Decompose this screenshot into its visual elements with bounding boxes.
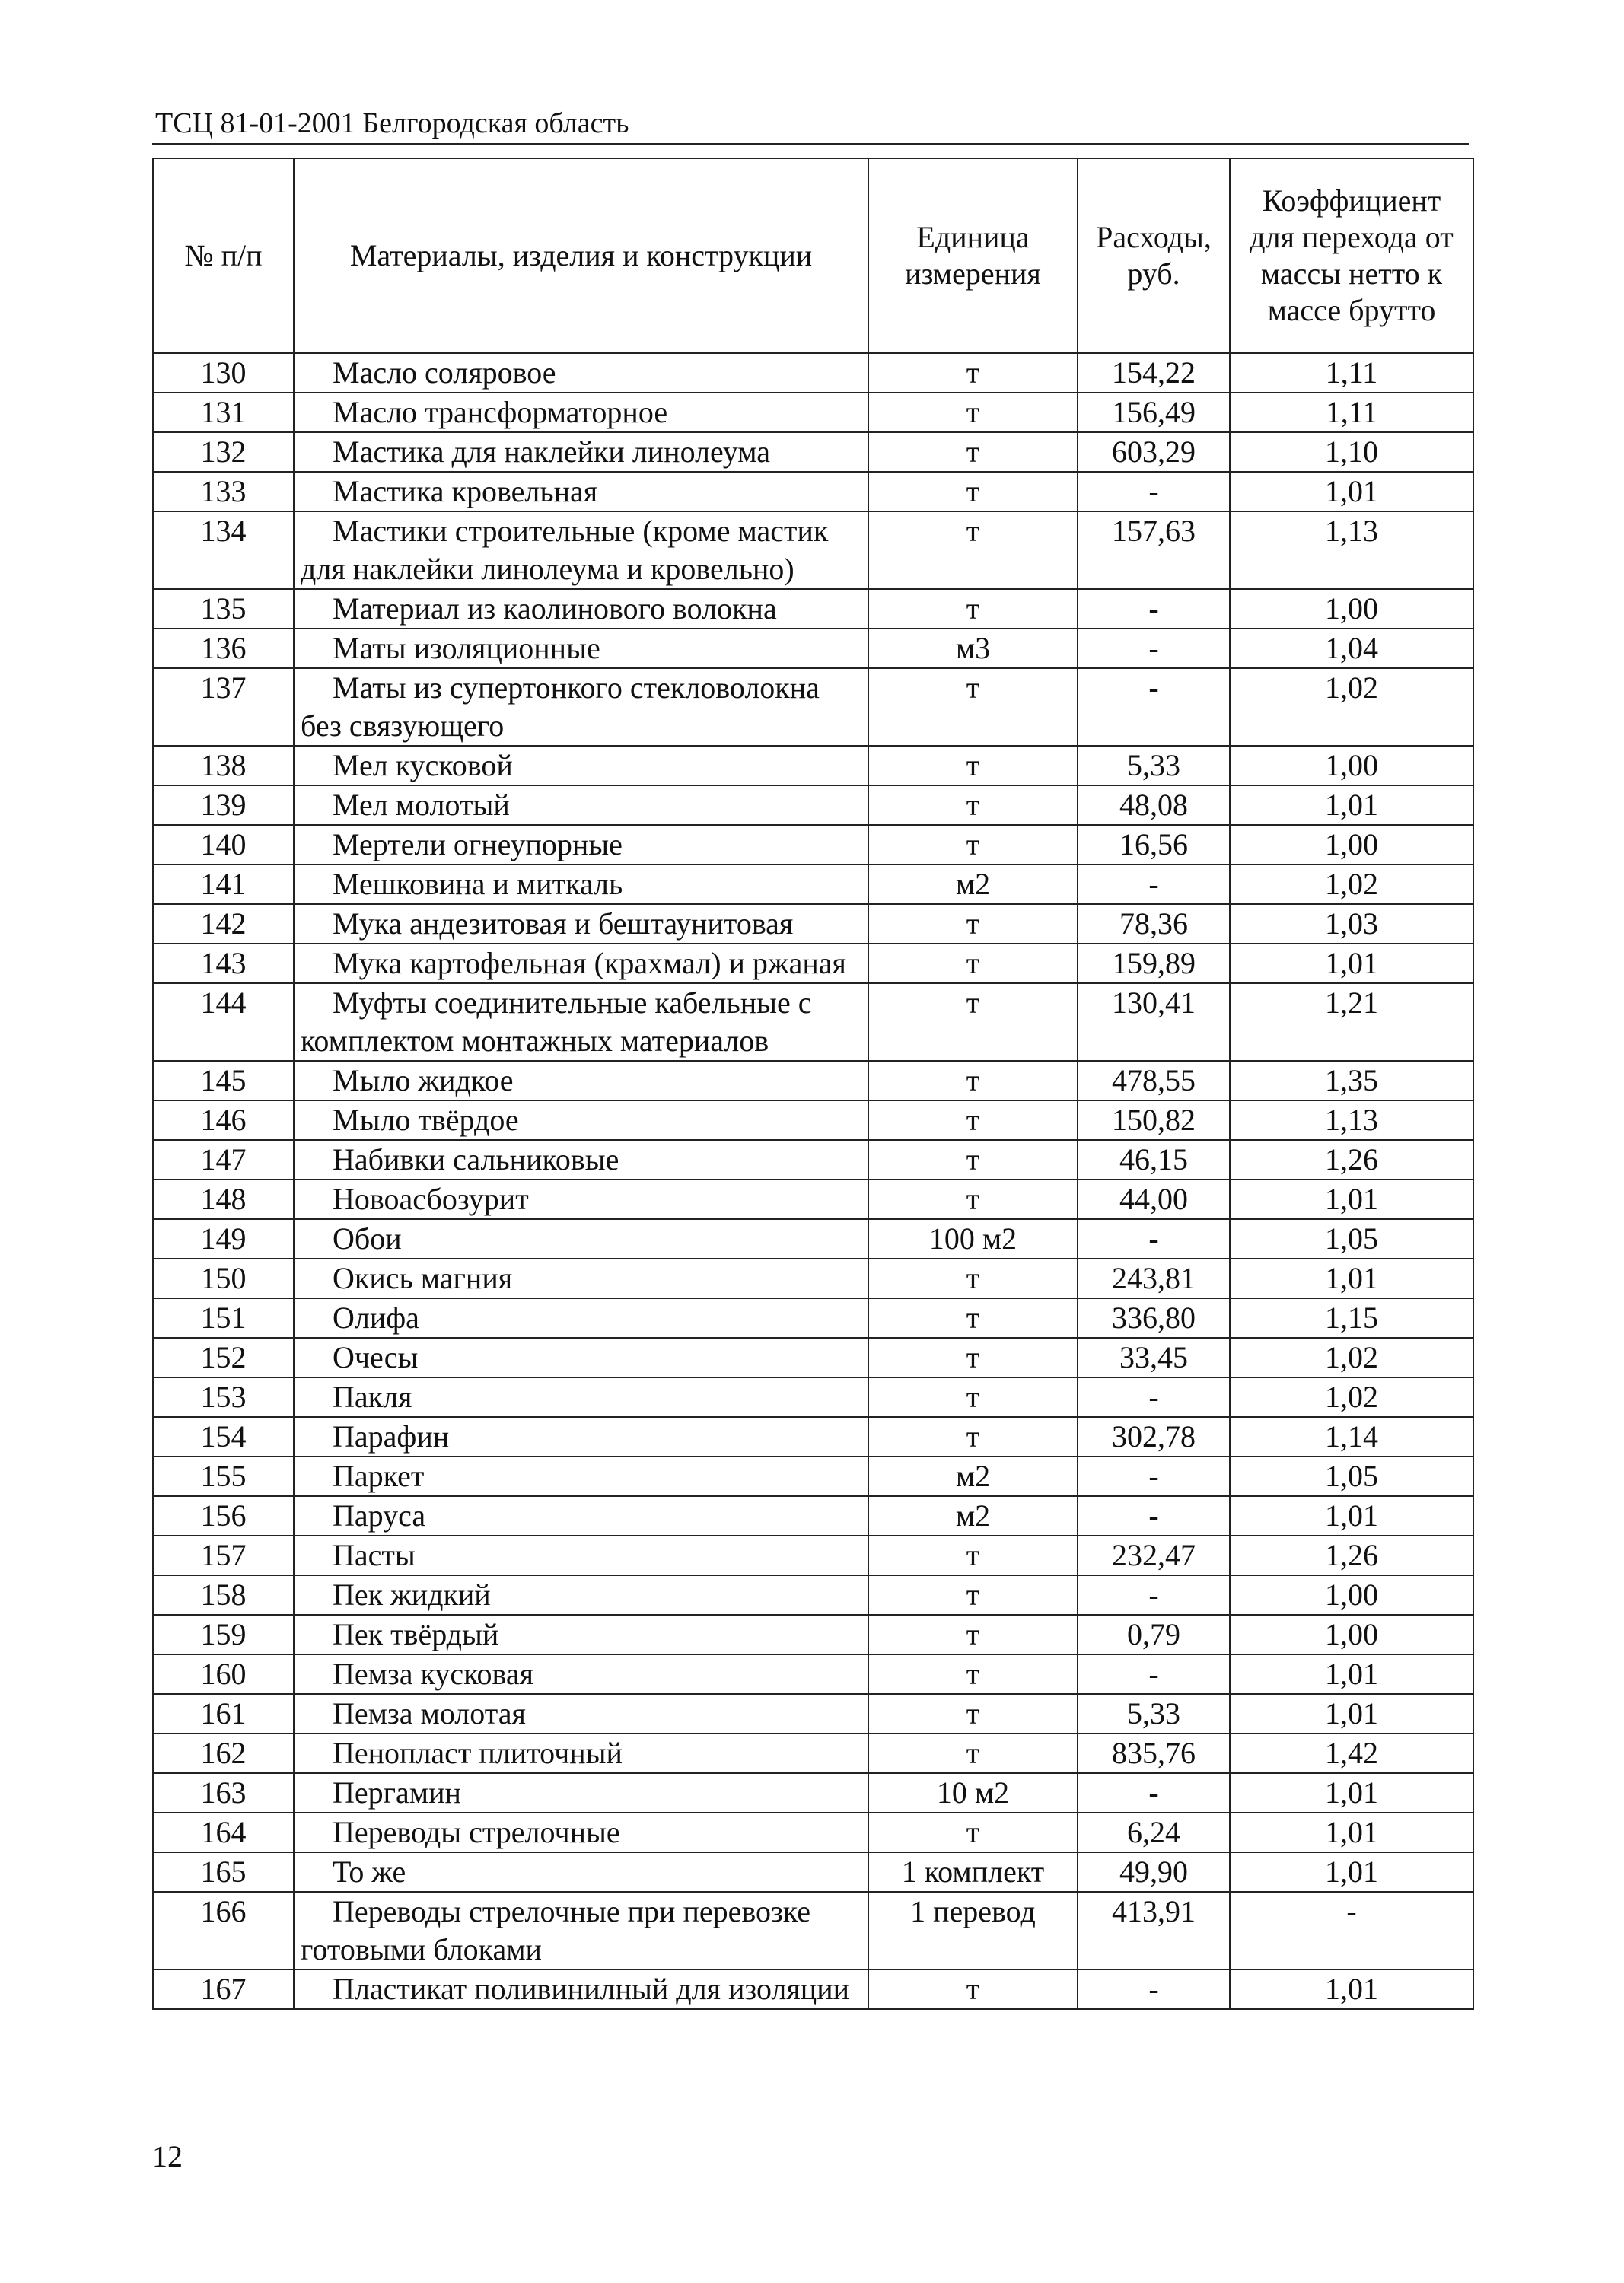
material-name: Мыло твёрдое <box>294 1100 868 1140</box>
cost-value: 5,33 <box>1078 1694 1230 1734</box>
coefficient-value: 1,02 <box>1230 1338 1473 1377</box>
unit-of-measure: т <box>868 353 1078 393</box>
material-name: Пластикат поливинилный для изоляции <box>294 1969 868 2009</box>
table-row <box>153 746 1473 785</box>
table-row <box>153 511 1473 589</box>
table-row <box>153 785 1473 825</box>
table-row <box>153 1457 1473 1496</box>
row-number: 149 <box>153 1219 294 1259</box>
material-name: Пек жидкий <box>294 1575 868 1615</box>
cost-value: - <box>1078 668 1230 746</box>
row-number: 163 <box>153 1773 294 1813</box>
row-number: 150 <box>153 1259 294 1298</box>
page-number: 12 <box>152 2139 183 2173</box>
row-number: 136 <box>153 629 294 668</box>
cost-value: 232,47 <box>1078 1536 1230 1575</box>
cost-value: 150,82 <box>1078 1100 1230 1140</box>
row-number: 137 <box>153 668 294 746</box>
cost-value: 157,63 <box>1078 511 1230 589</box>
unit-of-measure: т <box>868 432 1078 472</box>
unit-of-measure: т <box>868 668 1078 746</box>
coefficient-value: 1,42 <box>1230 1734 1473 1773</box>
row-number: 159 <box>153 1615 294 1654</box>
cost-value: 243,81 <box>1078 1259 1230 1298</box>
row-number: 140 <box>153 825 294 864</box>
material-name: Переводы стрелочные при перевозке готовыми блоками <box>294 1892 868 1969</box>
material-name: Масло соляровое <box>294 353 868 393</box>
coefficient-value: 1,02 <box>1230 1377 1473 1417</box>
row-number: 131 <box>153 393 294 432</box>
row-number: 154 <box>153 1417 294 1457</box>
coefficient-value: 1,00 <box>1230 825 1473 864</box>
unit-of-measure: т <box>868 1417 1078 1457</box>
material-name: Маты изоляционные <box>294 629 868 668</box>
table-row <box>153 472 1473 511</box>
table-row <box>153 432 1473 472</box>
cost-value: 835,76 <box>1078 1734 1230 1773</box>
row-number: 151 <box>153 1298 294 1338</box>
unit-of-measure: т <box>868 1536 1078 1575</box>
coefficient-value: 1,01 <box>1230 1496 1473 1536</box>
table-row <box>153 589 1473 629</box>
material-name: Мешковина и миткаль <box>294 864 868 904</box>
row-number: 156 <box>153 1496 294 1536</box>
table-row <box>153 1892 1473 1969</box>
material-name: Новоасбозурит <box>294 1180 868 1219</box>
material-name: Переводы стрелочные <box>294 1813 868 1852</box>
row-number: 135 <box>153 589 294 629</box>
table-row <box>153 1575 1473 1615</box>
coefficient-value: 1,01 <box>1230 944 1473 983</box>
coefficient-value: 1,01 <box>1230 1654 1473 1694</box>
unit-of-measure: т <box>868 746 1078 785</box>
coefficient-value: 1,01 <box>1230 785 1473 825</box>
row-number: 152 <box>153 1338 294 1377</box>
table-row <box>153 825 1473 864</box>
cost-value: 33,45 <box>1078 1338 1230 1377</box>
table-row <box>153 1100 1473 1140</box>
coefficient-value: 1,02 <box>1230 668 1473 746</box>
unit-of-measure: т <box>868 825 1078 864</box>
unit-of-measure: 1 комплект <box>868 1852 1078 1892</box>
cost-value: 154,22 <box>1078 353 1230 393</box>
table-row <box>153 1773 1473 1813</box>
coefficient-value: 1,01 <box>1230 1813 1473 1852</box>
material-name: Мастики строительные (кроме мастик для наклейки линолеума и кровельно) <box>294 511 868 589</box>
row-number: 165 <box>153 1852 294 1892</box>
cost-value: 46,15 <box>1078 1140 1230 1180</box>
unit-of-measure: т <box>868 1377 1078 1417</box>
cost-value: - <box>1078 589 1230 629</box>
coefficient-value: 1,05 <box>1230 1219 1473 1259</box>
material-name: Окись магния <box>294 1259 868 1298</box>
cost-value: - <box>1078 1773 1230 1813</box>
row-number: 132 <box>153 432 294 472</box>
material-name: Мел кусковой <box>294 746 868 785</box>
unit-of-measure: т <box>868 1694 1078 1734</box>
material-name: Маты из супертонкого стекловолокна без связующего <box>294 668 868 746</box>
table-row <box>153 1061 1473 1100</box>
material-name: Олифа <box>294 1298 868 1338</box>
material-name: Пасты <box>294 1536 868 1575</box>
table-row <box>153 983 1473 1061</box>
unit-of-measure: т <box>868 785 1078 825</box>
material-name: Мертели огнеупорные <box>294 825 868 864</box>
page-header <box>152 99 1469 145</box>
coefficient-value: 1,00 <box>1230 1575 1473 1615</box>
row-number: 139 <box>153 785 294 825</box>
unit-of-measure: т <box>868 1061 1078 1100</box>
unit-of-measure: т <box>868 1180 1078 1219</box>
coefficient-value: - <box>1230 1892 1473 1969</box>
row-number: 161 <box>153 1694 294 1734</box>
cost-value: - <box>1078 629 1230 668</box>
unit-of-measure: т <box>868 1654 1078 1694</box>
material-name: Мастика кровельная <box>294 472 868 511</box>
unit-of-measure: т <box>868 589 1078 629</box>
column-header-number: № п/п <box>153 158 294 353</box>
unit-of-measure: м2 <box>868 1496 1078 1536</box>
table-row <box>153 1140 1473 1180</box>
table-row <box>153 668 1473 746</box>
coefficient-value: 1,00 <box>1230 589 1473 629</box>
coefficient-value: 1,00 <box>1230 746 1473 785</box>
cost-value: 478,55 <box>1078 1061 1230 1100</box>
cost-value: 336,80 <box>1078 1298 1230 1338</box>
cost-value: - <box>1078 1654 1230 1694</box>
material-name: Пемза кусковая <box>294 1654 868 1694</box>
table-row <box>153 1338 1473 1377</box>
table-row <box>153 1852 1473 1892</box>
unit-of-measure: т <box>868 1615 1078 1654</box>
unit-of-measure: т <box>868 1259 1078 1298</box>
coefficient-value: 1,26 <box>1230 1140 1473 1180</box>
unit-of-measure: т <box>868 393 1078 432</box>
row-number: 167 <box>153 1969 294 2009</box>
cost-value: 156,49 <box>1078 393 1230 432</box>
cost-value: 603,29 <box>1078 432 1230 472</box>
cost-value: - <box>1078 1377 1230 1417</box>
table-row <box>153 393 1473 432</box>
material-name: Обои <box>294 1219 868 1259</box>
material-name: Материал из каолинового волокна <box>294 589 868 629</box>
material-name: Пемза молотая <box>294 1694 868 1734</box>
material-name: То же <box>294 1852 868 1892</box>
column-header-coefficient: Коэффициент для перехода от массы нетто к массе брутто <box>1230 158 1473 353</box>
material-name: Набивки сальниковые <box>294 1140 868 1180</box>
coefficient-value: 1,13 <box>1230 1100 1473 1140</box>
row-number: 157 <box>153 1536 294 1575</box>
material-name: Пенопласт плиточный <box>294 1734 868 1773</box>
material-name: Паруса <box>294 1496 868 1536</box>
material-name: Мыло жидкое <box>294 1061 868 1100</box>
cost-value: 16,56 <box>1078 825 1230 864</box>
unit-of-measure: м2 <box>868 864 1078 904</box>
cost-value: 5,33 <box>1078 746 1230 785</box>
document-title: ТСЦ 81-01-2001 Белгородская область <box>155 107 629 139</box>
table-row <box>153 1536 1473 1575</box>
table-row <box>153 1813 1473 1852</box>
coefficient-value: 1,04 <box>1230 629 1473 668</box>
cost-value: - <box>1078 472 1230 511</box>
unit-of-measure: т <box>868 1100 1078 1140</box>
row-number: 147 <box>153 1140 294 1180</box>
cost-value: - <box>1078 1575 1230 1615</box>
table-row <box>153 353 1473 393</box>
unit-of-measure: т <box>868 1140 1078 1180</box>
table-row <box>153 629 1473 668</box>
material-name: Мука картофельная (крахмал) и ржаная <box>294 944 868 983</box>
row-number: 158 <box>153 1575 294 1615</box>
row-number: 138 <box>153 746 294 785</box>
material-name: Парафин <box>294 1417 868 1457</box>
cost-value: 0,79 <box>1078 1615 1230 1654</box>
coefficient-value: 1,01 <box>1230 1259 1473 1298</box>
table-row <box>153 1734 1473 1773</box>
material-name: Масло трансформаторное <box>294 393 868 432</box>
table-row <box>153 1694 1473 1734</box>
row-number: 162 <box>153 1734 294 1773</box>
cost-value: - <box>1078 864 1230 904</box>
row-number: 142 <box>153 904 294 944</box>
table-row <box>153 1259 1473 1298</box>
row-number: 145 <box>153 1061 294 1100</box>
coefficient-value: 1,01 <box>1230 1773 1473 1813</box>
row-number: 141 <box>153 864 294 904</box>
material-name: Пек твёрдый <box>294 1615 868 1654</box>
row-number: 134 <box>153 511 294 589</box>
unit-of-measure: т <box>868 1969 1078 2009</box>
material-name: Мастика для наклейки линолеума <box>294 432 868 472</box>
coefficient-value: 1,01 <box>1230 1180 1473 1219</box>
material-name: Пакля <box>294 1377 868 1417</box>
coefficient-value: 1,01 <box>1230 472 1473 511</box>
unit-of-measure: 10 м2 <box>868 1773 1078 1813</box>
cost-value: 130,41 <box>1078 983 1230 1061</box>
cost-value: - <box>1078 1496 1230 1536</box>
material-name: Паркет <box>294 1457 868 1496</box>
row-number: 160 <box>153 1654 294 1694</box>
row-number: 143 <box>153 944 294 983</box>
row-number: 130 <box>153 353 294 393</box>
material-name: Очесы <box>294 1338 868 1377</box>
cost-value: 48,08 <box>1078 785 1230 825</box>
table-row <box>153 944 1473 983</box>
column-header-material: Материалы, изделия и конструкции <box>294 158 868 353</box>
unit-of-measure: т <box>868 983 1078 1061</box>
cost-value: 49,90 <box>1078 1852 1230 1892</box>
table-body <box>153 353 1473 2009</box>
coefficient-value: 1,14 <box>1230 1417 1473 1457</box>
cost-value: - <box>1078 1969 1230 2009</box>
table-row <box>153 1219 1473 1259</box>
unit-of-measure: т <box>868 1813 1078 1852</box>
cost-value: 413,91 <box>1078 1892 1230 1969</box>
unit-of-measure: т <box>868 1338 1078 1377</box>
unit-of-measure: т <box>868 472 1078 511</box>
cost-value: 78,36 <box>1078 904 1230 944</box>
table-row <box>153 1654 1473 1694</box>
table-row <box>153 864 1473 904</box>
material-name: Пергамин <box>294 1773 868 1813</box>
coefficient-value: 1,21 <box>1230 983 1473 1061</box>
row-number: 166 <box>153 1892 294 1969</box>
coefficient-value: 1,01 <box>1230 1694 1473 1734</box>
cost-value: 159,89 <box>1078 944 1230 983</box>
coefficient-value: 1,00 <box>1230 1615 1473 1654</box>
coefficient-value: 1,01 <box>1230 1969 1473 2009</box>
unit-of-measure: т <box>868 1734 1078 1773</box>
material-name: Мел молотый <box>294 785 868 825</box>
materials-table <box>152 158 1474 2010</box>
table-row <box>153 1180 1473 1219</box>
coefficient-value: 1,35 <box>1230 1061 1473 1100</box>
cost-value: 302,78 <box>1078 1417 1230 1457</box>
table-row <box>153 1298 1473 1338</box>
coefficient-value: 1,01 <box>1230 1852 1473 1892</box>
material-name: Мука андезитовая и бештаунитовая <box>294 904 868 944</box>
cost-value: 6,24 <box>1078 1813 1230 1852</box>
coefficient-value: 1,13 <box>1230 511 1473 589</box>
column-header-unit: Единица измерения <box>868 158 1078 353</box>
row-number: 148 <box>153 1180 294 1219</box>
table-row <box>153 1969 1473 2009</box>
cost-value: - <box>1078 1219 1230 1259</box>
row-number: 164 <box>153 1813 294 1852</box>
coefficient-value: 1,05 <box>1230 1457 1473 1496</box>
cost-value: - <box>1078 1457 1230 1496</box>
coefficient-value: 1,26 <box>1230 1536 1473 1575</box>
row-number: 146 <box>153 1100 294 1140</box>
unit-of-measure: т <box>868 944 1078 983</box>
unit-of-measure: т <box>868 511 1078 589</box>
unit-of-measure: т <box>868 1298 1078 1338</box>
coefficient-value: 1,02 <box>1230 864 1473 904</box>
coefficient-value: 1,15 <box>1230 1298 1473 1338</box>
coefficient-value: 1,03 <box>1230 904 1473 944</box>
table-row <box>153 1377 1473 1417</box>
table-row <box>153 1496 1473 1536</box>
unit-of-measure: т <box>868 1575 1078 1615</box>
table-row <box>153 1417 1473 1457</box>
table-row <box>153 904 1473 944</box>
unit-of-measure: м2 <box>868 1457 1078 1496</box>
table-row <box>153 1615 1473 1654</box>
row-number: 144 <box>153 983 294 1061</box>
column-header-cost: Расходы, руб. <box>1078 158 1230 353</box>
material-name: Муфты соединительные кабельные с комплектом монтажных материалов <box>294 983 868 1061</box>
table-header-row <box>153 158 1473 353</box>
unit-of-measure: 100 м2 <box>868 1219 1078 1259</box>
unit-of-measure: м3 <box>868 629 1078 668</box>
row-number: 155 <box>153 1457 294 1496</box>
row-number: 153 <box>153 1377 294 1417</box>
coefficient-value: 1,11 <box>1230 353 1473 393</box>
coefficient-value: 1,10 <box>1230 432 1473 472</box>
row-number: 133 <box>153 472 294 511</box>
unit-of-measure: 1 перевод <box>868 1892 1078 1969</box>
coefficient-value: 1,11 <box>1230 393 1473 432</box>
cost-value: 44,00 <box>1078 1180 1230 1219</box>
unit-of-measure: т <box>868 904 1078 944</box>
